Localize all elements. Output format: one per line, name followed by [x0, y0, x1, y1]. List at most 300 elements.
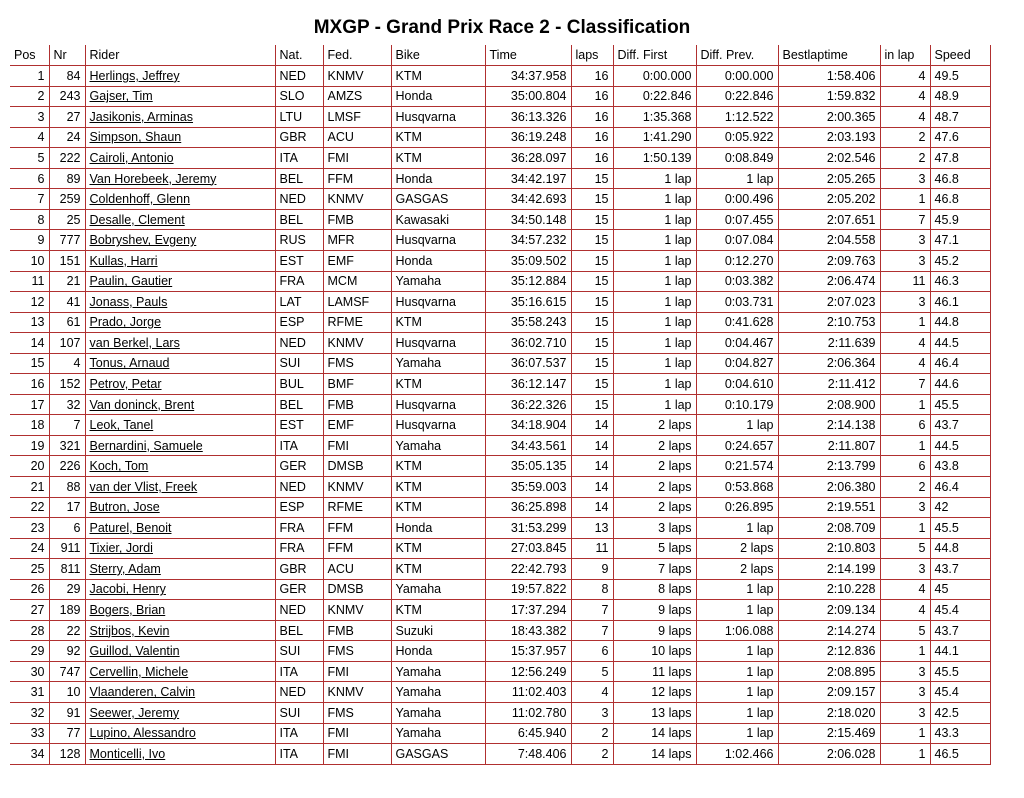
pos-cell: 10 [10, 250, 49, 271]
bike-cell: KTM [391, 312, 485, 333]
diff-first-cell: 14 laps [613, 723, 696, 744]
time-cell: 35:12.884 [485, 271, 571, 292]
rider-link[interactable]: Sterry, Adam [89, 561, 161, 576]
fed-cell: EMF [323, 250, 391, 271]
laps-cell: 2 [571, 744, 613, 765]
fed-cell: LAMSF [323, 292, 391, 313]
bike-cell: Honda [391, 250, 485, 271]
speed-cell: 42 [930, 497, 990, 518]
speed-cell: 43.7 [930, 559, 990, 580]
diff-prev-cell: 0:53.868 [696, 476, 778, 497]
diff-prev-cell: 1:12.522 [696, 107, 778, 128]
fed-cell: MCM [323, 271, 391, 292]
nat-cell: NED [275, 66, 323, 87]
rider-link[interactable]: Tixier, Jordi [89, 541, 153, 556]
rider-cell [85, 312, 275, 333]
bestlaptime-cell: 2:11.807 [778, 435, 880, 456]
bike-cell: Husqvarna [391, 292, 485, 313]
diff-first-cell: 1 lap [613, 292, 696, 313]
table-row [10, 394, 990, 415]
classification-table [10, 45, 991, 765]
diff-first-cell: 1 lap [613, 394, 696, 415]
bestlaptime-cell: 2:08.895 [778, 661, 880, 682]
bestlaptime-cell: 2:00.365 [778, 107, 880, 128]
bestlaptime-cell: 2:05.265 [778, 168, 880, 189]
bike-cell: Husqvarna [391, 415, 485, 436]
diff-first-cell: 2 laps [613, 435, 696, 456]
diff-prev-cell: 0:04.827 [696, 353, 778, 374]
nr-cell: 259 [49, 189, 85, 210]
table-row [10, 209, 990, 230]
nat-cell: BUL [275, 374, 323, 395]
table-row [10, 620, 990, 641]
fed-cell: DMSB [323, 456, 391, 477]
rider-cell [85, 579, 275, 600]
fed-cell: FMI [323, 435, 391, 456]
diff-prev-cell: 0:21.574 [696, 456, 778, 477]
in-lap-cell: 4 [880, 66, 930, 87]
bike-cell: KTM [391, 148, 485, 169]
bike-cell: Husqvarna [391, 394, 485, 415]
laps-cell: 14 [571, 415, 613, 436]
laps-cell: 14 [571, 476, 613, 497]
rider-link[interactable]: Bobryshev, Evgeny [89, 233, 197, 248]
col-header-bestlaptime: Bestlaptime [778, 45, 880, 66]
nr-cell: 4 [49, 353, 85, 374]
table-row [10, 415, 990, 436]
in-lap-cell: 2 [880, 148, 930, 169]
nr-cell: 61 [49, 312, 85, 333]
fed-cell: FMI [323, 744, 391, 765]
rider-link[interactable]: Paulin, Gautier [89, 274, 173, 289]
rider-link[interactable]: Lupino, Alessandro [89, 726, 196, 741]
fed-cell: FFM [323, 538, 391, 559]
speed-cell: 43.7 [930, 620, 990, 641]
rider-cell [85, 703, 275, 724]
fed-cell: KNMV [323, 189, 391, 210]
bestlaptime-cell: 2:18.020 [778, 703, 880, 724]
rider-cell [85, 374, 275, 395]
rider-link[interactable]: Guillod, Valentin [89, 644, 180, 659]
speed-cell: 45.4 [930, 682, 990, 703]
in-lap-cell: 5 [880, 538, 930, 559]
rider-cell [85, 723, 275, 744]
pos-cell: 28 [10, 620, 49, 641]
in-lap-cell: 1 [880, 189, 930, 210]
pos-cell: 6 [10, 168, 49, 189]
nat-cell: ESP [275, 312, 323, 333]
bike-cell: KTM [391, 538, 485, 559]
pos-cell: 8 [10, 209, 49, 230]
time-cell: 36:19.248 [485, 127, 571, 148]
rider-link[interactable]: Monticelli, Ivo [89, 746, 166, 761]
nr-cell: 77 [49, 723, 85, 744]
rider-cell [85, 456, 275, 477]
diff-first-cell: 0:22.846 [613, 86, 696, 107]
diff-prev-cell: 0:12.270 [696, 250, 778, 271]
fed-cell: RFME [323, 497, 391, 518]
speed-cell: 45 [930, 579, 990, 600]
speed-cell: 48.9 [930, 86, 990, 107]
nr-cell: 91 [49, 703, 85, 724]
speed-cell: 44.5 [930, 333, 990, 354]
time-cell: 34:42.693 [485, 189, 571, 210]
fed-cell: AMZS [323, 86, 391, 107]
diff-first-cell: 13 laps [613, 703, 696, 724]
diff-first-cell: 2 laps [613, 415, 696, 436]
table-row [10, 333, 990, 354]
nat-cell: NED [275, 333, 323, 354]
diff-prev-cell: 1:02.466 [696, 744, 778, 765]
table-row [10, 579, 990, 600]
nat-cell: RUS [275, 230, 323, 251]
time-cell: 15:37.957 [485, 641, 571, 662]
pos-cell: 5 [10, 148, 49, 169]
diff-prev-cell: 2 laps [696, 538, 778, 559]
nr-cell: 747 [49, 661, 85, 682]
rider-link[interactable]: Petrov, Petar [89, 377, 162, 392]
rider-link[interactable]: Gajser, Tim [89, 89, 153, 104]
speed-cell: 43.8 [930, 456, 990, 477]
pos-cell: 31 [10, 682, 49, 703]
time-cell: 35:59.003 [485, 476, 571, 497]
speed-cell: 46.8 [930, 168, 990, 189]
pos-cell: 9 [10, 230, 49, 251]
pos-cell: 33 [10, 723, 49, 744]
table-row [10, 703, 990, 724]
diff-first-cell: 1 lap [613, 189, 696, 210]
rider-link[interactable]: Bernardini, Samuele [89, 438, 203, 453]
diff-prev-cell: 1 lap [696, 661, 778, 682]
in-lap-cell: 3 [880, 682, 930, 703]
time-cell: 34:43.561 [485, 435, 571, 456]
in-lap-cell: 1 [880, 723, 930, 744]
pos-cell: 20 [10, 456, 49, 477]
fed-cell: BMF [323, 374, 391, 395]
laps-cell: 15 [571, 250, 613, 271]
bike-cell: Yamaha [391, 271, 485, 292]
laps-cell: 3 [571, 703, 613, 724]
nr-cell: 10 [49, 682, 85, 703]
bestlaptime-cell: 2:02.546 [778, 148, 880, 169]
rider-link[interactable]: Jasikonis, Arminas [89, 109, 194, 124]
diff-first-cell: 1:35.368 [613, 107, 696, 128]
diff-first-cell: 10 laps [613, 641, 696, 662]
diff-first-cell: 1:41.290 [613, 127, 696, 148]
diff-prev-cell: 1 lap [696, 723, 778, 744]
rider-link[interactable]: Herlings, Jeffrey [89, 68, 180, 83]
rider-cell [85, 66, 275, 87]
speed-cell: 42.5 [930, 703, 990, 724]
laps-cell: 13 [571, 518, 613, 539]
nr-cell: 226 [49, 456, 85, 477]
bestlaptime-cell: 2:07.651 [778, 209, 880, 230]
col-header-nr: Nr [49, 45, 85, 66]
time-cell: 31:53.299 [485, 518, 571, 539]
nr-cell: 89 [49, 168, 85, 189]
diff-prev-cell: 0:41.628 [696, 312, 778, 333]
nat-cell: ITA [275, 148, 323, 169]
diff-prev-cell: 1 lap [696, 518, 778, 539]
time-cell: 18:43.382 [485, 620, 571, 641]
laps-cell: 16 [571, 127, 613, 148]
diff-prev-cell: 0:05.922 [696, 127, 778, 148]
laps-cell: 5 [571, 661, 613, 682]
nat-cell: ITA [275, 435, 323, 456]
diff-prev-cell: 1 lap [696, 682, 778, 703]
nr-cell: 7 [49, 415, 85, 436]
rider-cell [85, 518, 275, 539]
rider-link[interactable]: Paturel, Benoit [89, 520, 172, 535]
bike-cell: Honda [391, 641, 485, 662]
in-lap-cell: 3 [880, 703, 930, 724]
fed-cell: LMSF [323, 107, 391, 128]
nat-cell: LAT [275, 292, 323, 313]
pos-cell: 27 [10, 600, 49, 621]
table-row [10, 107, 990, 128]
rider-cell [85, 538, 275, 559]
nr-cell: 25 [49, 209, 85, 230]
nat-cell: ITA [275, 723, 323, 744]
bestlaptime-cell: 2:04.558 [778, 230, 880, 251]
nat-cell: NED [275, 476, 323, 497]
rider-cell [85, 497, 275, 518]
rider-link[interactable]: Coldenhoff, Glenn [89, 192, 191, 207]
col-header-pos: Pos [10, 45, 49, 66]
col-header-time: Time [485, 45, 571, 66]
pos-cell: 16 [10, 374, 49, 395]
rider-link[interactable]: Jonass, Pauls [89, 294, 168, 309]
table-row [10, 435, 990, 456]
pos-cell: 14 [10, 333, 49, 354]
rider-cell [85, 250, 275, 271]
laps-cell: 15 [571, 230, 613, 251]
fed-cell: KNMV [323, 682, 391, 703]
diff-prev-cell: 1 lap [696, 641, 778, 662]
speed-cell: 47.6 [930, 127, 990, 148]
nat-cell: ITA [275, 744, 323, 765]
in-lap-cell: 4 [880, 600, 930, 621]
bike-cell: Honda [391, 168, 485, 189]
rider-link[interactable]: Desalle, Clement [89, 212, 185, 227]
diff-prev-cell: 2 laps [696, 559, 778, 580]
time-cell: 36:12.147 [485, 374, 571, 395]
speed-cell: 46.8 [930, 189, 990, 210]
rider-cell [85, 435, 275, 456]
bestlaptime-cell: 2:19.551 [778, 497, 880, 518]
pos-cell: 13 [10, 312, 49, 333]
rider-link[interactable]: Leok, Tanel [89, 418, 154, 433]
rider-link[interactable]: Strijbos, Kevin [89, 623, 170, 638]
nr-cell: 22 [49, 620, 85, 641]
rider-cell [85, 127, 275, 148]
diff-prev-cell: 0:07.084 [696, 230, 778, 251]
pos-cell: 19 [10, 435, 49, 456]
laps-cell: 15 [571, 374, 613, 395]
bestlaptime-cell: 2:11.412 [778, 374, 880, 395]
nat-cell: GBR [275, 559, 323, 580]
table-row [10, 353, 990, 374]
laps-cell: 6 [571, 641, 613, 662]
col-header-in-lap: in lap [880, 45, 930, 66]
pos-cell: 7 [10, 189, 49, 210]
rider-link[interactable]: van Berkel, Lars [89, 335, 180, 350]
rider-cell [85, 292, 275, 313]
bestlaptime-cell: 2:10.803 [778, 538, 880, 559]
speed-cell: 44.8 [930, 538, 990, 559]
rider-link[interactable]: Van doninck, Brent [89, 397, 195, 412]
laps-cell: 4 [571, 682, 613, 703]
col-header-rider: Rider [85, 45, 275, 66]
diff-prev-cell: 0:04.610 [696, 374, 778, 395]
speed-cell: 47.8 [930, 148, 990, 169]
bestlaptime-cell: 1:59.832 [778, 86, 880, 107]
laps-cell: 8 [571, 579, 613, 600]
nr-cell: 29 [49, 579, 85, 600]
in-lap-cell: 3 [880, 250, 930, 271]
rider-link[interactable]: Jacobi, Henry [89, 582, 166, 597]
speed-cell: 43.7 [930, 415, 990, 436]
speed-cell: 44.1 [930, 641, 990, 662]
rider-link[interactable]: Butron, Jose [89, 500, 160, 515]
diff-first-cell: 1 lap [613, 333, 696, 354]
time-cell: 35:16.615 [485, 292, 571, 313]
bike-cell: Yamaha [391, 579, 485, 600]
bestlaptime-cell: 2:10.753 [778, 312, 880, 333]
bestlaptime-cell: 2:03.193 [778, 127, 880, 148]
table-row [10, 456, 990, 477]
rider-link[interactable]: Seewer, Jeremy [89, 705, 180, 720]
laps-cell: 15 [571, 189, 613, 210]
diff-first-cell: 8 laps [613, 579, 696, 600]
nr-cell: 84 [49, 66, 85, 87]
rider-link[interactable]: Simpson, Shaun [89, 130, 182, 145]
pos-cell: 29 [10, 641, 49, 662]
bike-cell: Yamaha [391, 682, 485, 703]
rider-link[interactable]: Cervellin, Michele [89, 664, 189, 679]
speed-cell: 49.5 [930, 66, 990, 87]
nat-cell: GER [275, 579, 323, 600]
rider-link[interactable]: Tonus, Arnaud [89, 356, 170, 371]
table-row [10, 538, 990, 559]
nr-cell: 27 [49, 107, 85, 128]
table-row [10, 518, 990, 539]
col-header-speed: Speed [930, 45, 990, 66]
time-cell: 27:03.845 [485, 538, 571, 559]
diff-first-cell: 7 laps [613, 559, 696, 580]
fed-cell: ACU [323, 127, 391, 148]
bike-cell: KTM [391, 127, 485, 148]
diff-first-cell: 5 laps [613, 538, 696, 559]
rider-link[interactable]: Van Horebeek, Jeremy [89, 171, 217, 186]
bike-cell: Honda [391, 518, 485, 539]
nr-cell: 321 [49, 435, 85, 456]
table-row [10, 559, 990, 580]
rider-cell [85, 394, 275, 415]
bestlaptime-cell: 2:06.380 [778, 476, 880, 497]
pos-cell: 1 [10, 66, 49, 87]
rider-link[interactable]: van der Vlist, Freek [89, 479, 198, 494]
laps-cell: 14 [571, 497, 613, 518]
header-row [10, 45, 990, 66]
rider-cell [85, 641, 275, 662]
in-lap-cell: 3 [880, 230, 930, 251]
laps-cell: 15 [571, 312, 613, 333]
diff-prev-cell: 0:00.000 [696, 66, 778, 87]
nr-cell: 88 [49, 476, 85, 497]
nr-cell: 222 [49, 148, 85, 169]
in-lap-cell: 1 [880, 518, 930, 539]
fed-cell: MFR [323, 230, 391, 251]
laps-cell: 15 [571, 209, 613, 230]
rider-link[interactable]: Koch, Tom [89, 459, 149, 474]
speed-cell: 45.5 [930, 394, 990, 415]
diff-first-cell: 3 laps [613, 518, 696, 539]
col-header-laps: laps [571, 45, 613, 66]
pos-cell: 4 [10, 127, 49, 148]
nat-cell: GBR [275, 127, 323, 148]
rider-link[interactable]: Kullas, Harri [89, 253, 158, 268]
bike-cell: KTM [391, 600, 485, 621]
pos-cell: 17 [10, 394, 49, 415]
bestlaptime-cell: 2:06.028 [778, 744, 880, 765]
rider-link[interactable]: Cairoli, Antonio [89, 151, 174, 165]
speed-cell: 45.4 [930, 600, 990, 621]
bike-cell: Yamaha [391, 723, 485, 744]
fed-cell: FMS [323, 703, 391, 724]
time-cell: 36:25.898 [485, 497, 571, 518]
fed-cell: ACU [323, 559, 391, 580]
speed-cell: 44.8 [930, 312, 990, 333]
table-row [10, 600, 990, 621]
time-cell: 12:56.249 [485, 661, 571, 682]
rider-link[interactable]: Prado, Jorge [89, 315, 162, 330]
nat-cell: ESP [275, 497, 323, 518]
fed-cell: FMB [323, 620, 391, 641]
speed-cell: 46.4 [930, 353, 990, 374]
in-lap-cell: 3 [880, 661, 930, 682]
table-row [10, 271, 990, 292]
rider-link[interactable]: Bogers, Brian [89, 603, 166, 618]
table-row [10, 189, 990, 210]
nr-cell: 17 [49, 497, 85, 518]
table-row [10, 682, 990, 703]
in-lap-cell: 1 [880, 312, 930, 333]
table-row [10, 230, 990, 251]
nr-cell: 777 [49, 230, 85, 251]
diff-first-cell: 1 lap [613, 250, 696, 271]
bike-cell: Yamaha [391, 703, 485, 724]
table-row [10, 312, 990, 333]
nat-cell: BEL [275, 168, 323, 189]
table-row [10, 641, 990, 662]
pos-cell: 18 [10, 415, 49, 436]
rider-link[interactable]: Vlaanderen, Calvin [89, 685, 196, 700]
in-lap-cell: 6 [880, 415, 930, 436]
diff-prev-cell: 0:08.849 [696, 148, 778, 169]
pos-cell: 12 [10, 292, 49, 313]
nat-cell: SLO [275, 86, 323, 107]
time-cell: 36:13.326 [485, 107, 571, 128]
fed-cell: FMI [323, 148, 391, 169]
diff-prev-cell: 0:22.846 [696, 86, 778, 107]
nr-cell: 41 [49, 292, 85, 313]
diff-first-cell: 11 laps [613, 661, 696, 682]
bestlaptime-cell: 2:11.639 [778, 333, 880, 354]
page-title: MXGP - Grand Prix Race 2 - Classification [313, 17, 691, 38]
nat-cell: FRA [275, 518, 323, 539]
fed-cell: FFM [323, 518, 391, 539]
